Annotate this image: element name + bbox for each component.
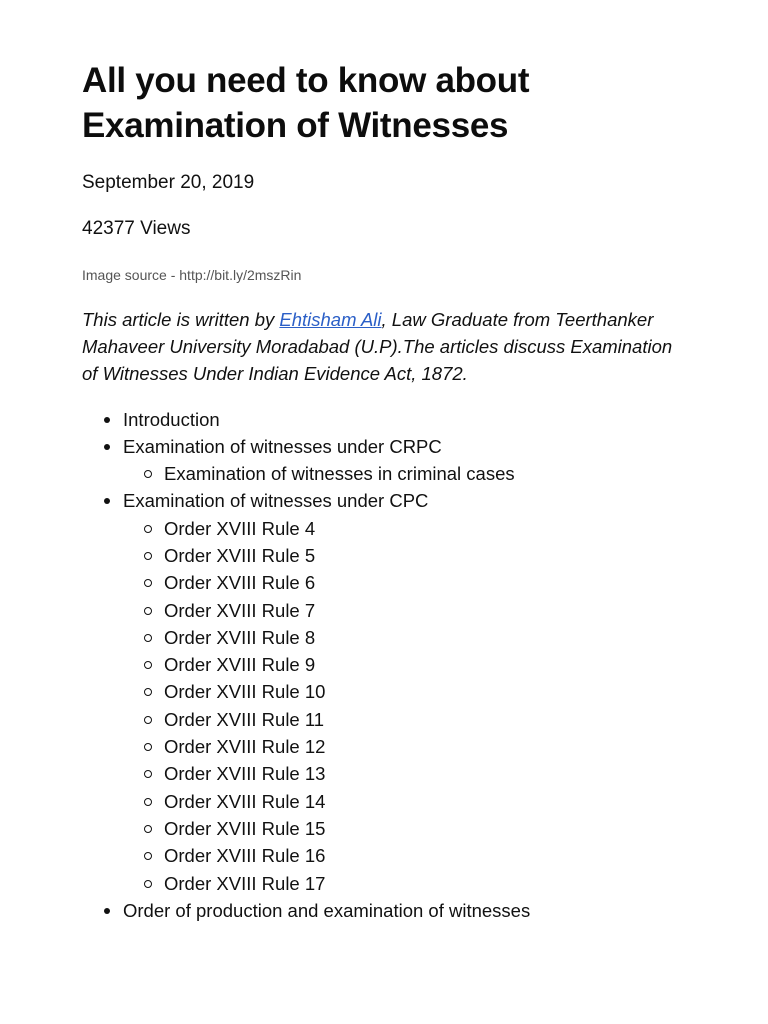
hollow-bullet-icon <box>144 607 152 615</box>
toc-subitem-label: Order XVIII Rule 11 <box>164 708 325 730</box>
toc-subitem[interactable] <box>164 624 728 651</box>
intro-prefix: This article is written by <box>82 309 280 330</box>
hollow-bullet-icon <box>144 552 152 560</box>
toc-subitem[interactable] <box>164 542 728 569</box>
toc-subitem-label: Order XVIII Rule 10 <box>164 681 326 703</box>
toc-subitem[interactable] <box>164 706 728 733</box>
toc-subitem[interactable] <box>164 651 728 678</box>
bullet-icon <box>104 498 110 504</box>
hollow-bullet-icon <box>144 880 152 888</box>
toc-subitem-label: Order XVIII Rule 16 <box>164 845 326 867</box>
toc-subitem[interactable] <box>164 870 728 897</box>
table-of-contents <box>82 406 728 925</box>
hollow-bullet-icon <box>144 579 152 587</box>
toc-subitem-label: Order XVIII Rule 7 <box>164 599 316 621</box>
article-title: All you need to know about Examination of Witnesses <box>82 61 530 145</box>
toc-subitem[interactable] <box>164 733 728 760</box>
toc-subitem-label: Order XVIII Rule 4 <box>164 517 316 539</box>
toc-subitem-label: Order XVIII Rule 9 <box>164 654 316 676</box>
toc-item-label: Examination of witnesses under CPC <box>123 490 429 512</box>
author-link[interactable]: Ehtisham Ali <box>279 309 382 330</box>
toc-subitem-label: Order XVIII Rule 17 <box>164 872 326 894</box>
hollow-bullet-icon <box>144 852 152 860</box>
toc-subitem[interactable] <box>164 678 728 705</box>
hollow-bullet-icon <box>144 525 152 533</box>
hollow-bullet-icon <box>144 770 152 778</box>
toc-subitem-label: Order XVIII Rule 14 <box>164 790 326 812</box>
toc-subitem-label: Examination of witnesses in criminal cases <box>164 463 515 485</box>
author-intro <box>82 306 692 387</box>
image-source-caption: Image source - http://bit.ly/2mszRin <box>82 267 302 283</box>
toc-sublist <box>123 460 728 487</box>
hollow-bullet-icon <box>144 661 152 669</box>
toc-subitem-label: Order XVIII Rule 12 <box>164 736 326 758</box>
bullet-icon <box>104 417 110 423</box>
toc-item-label: Introduction <box>123 408 220 430</box>
bullet-icon <box>104 908 110 914</box>
toc-sublist <box>123 515 728 897</box>
view-count: 42377 Views <box>82 218 191 239</box>
toc-item[interactable] <box>123 487 728 896</box>
toc-subitem[interactable] <box>164 515 728 542</box>
publish-date: September 20, 2019 <box>82 172 255 193</box>
toc-item[interactable] <box>123 433 728 488</box>
hollow-bullet-icon <box>144 825 152 833</box>
toc-subitem-label: Order XVIII Rule 13 <box>164 763 326 785</box>
hollow-bullet-icon <box>144 743 152 751</box>
hollow-bullet-icon <box>144 634 152 642</box>
toc-subitem-label: Order XVIII Rule 5 <box>164 544 316 566</box>
toc-item[interactable] <box>123 897 728 924</box>
toc-subitem[interactable] <box>164 460 728 487</box>
toc-subitem-label: Order XVIII Rule 8 <box>164 626 316 648</box>
toc-subitem[interactable] <box>164 815 728 842</box>
toc-item-label: Order of production and examination of witnesses <box>123 899 531 921</box>
hollow-bullet-icon <box>144 716 152 724</box>
intro-suffix: , Law Graduate from Teerthanker Mahaveer University Moradabad (U.P).The articles discuss Examination of Witnesses Under Indian Evidence Act, 1872. <box>82 309 673 384</box>
bullet-icon <box>104 444 110 450</box>
hollow-bullet-icon <box>144 688 152 696</box>
toc-subitem[interactable] <box>164 597 728 624</box>
toc-item[interactable] <box>123 406 728 433</box>
toc-item-label: Examination of witnesses under CRPC <box>123 435 442 457</box>
hollow-bullet-icon <box>144 470 152 478</box>
toc-subitem[interactable] <box>164 569 728 596</box>
toc-subitem[interactable] <box>164 760 728 787</box>
toc-subitem-label: Order XVIII Rule 15 <box>164 817 326 839</box>
toc-subitem[interactable] <box>164 842 728 869</box>
toc-subitem-label: Order XVIII Rule 6 <box>164 572 316 594</box>
toc-subitem[interactable] <box>164 788 728 815</box>
hollow-bullet-icon <box>144 798 152 806</box>
